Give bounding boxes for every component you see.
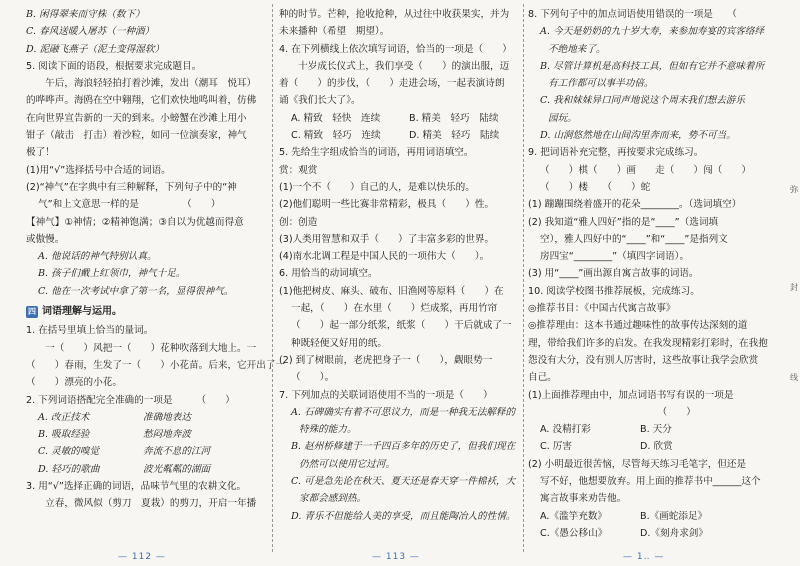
sub-question: (2) 我知道“雅人四好”指的是“____”（选词填 [528,216,719,228]
dictionary-entry: 或傲慢。 [26,233,65,245]
sub-question: (1)一个不（ ）自己的人，是难以快乐的。 [279,181,475,193]
sub-question-cont: 气”和上文意思一样的是 （ ） [38,199,221,211]
question-1: 1. 在括号里填上恰当的量词。 [26,325,154,337]
section-title: 词语理解与运用。 [42,306,122,318]
question-6: 6. 用恰当的动词填空。 [279,268,378,280]
question-2: 2. 下列词语搭配完全准确的一项是 （ ） [26,394,235,406]
q4-option [279,110,521,127]
text-line: 未来播种（希望 期望）。 [279,26,390,38]
binding-mark: 线 [790,373,798,382]
option-b: B. 尽管计算机是高科技工具，但如有它并不意味着所 [540,60,765,72]
section-icon: 四 [28,306,36,316]
q10-2-option: A.《滥竽充数》 B.《画蛇添足》 [540,510,708,522]
question-4: 4. 在下列横线上依次填写词语，恰当的一项是（ ） [279,43,512,55]
book-title: ◎推荐书目：《中国古代寓言故事》 [528,303,676,315]
sub-question: (2)“神气”在字典中有三种解释，下列句子中的“神 [26,181,237,193]
reason-line: 理，带给我们许多的启发。在我发现精彩打彩时，在我抱 [528,337,768,349]
question-5: 5. 阅读下面的语段，根据要求完成题目。 [26,60,202,72]
option-a: A. 石碑确实有着不可思议力，而是一种我无法解释的 [291,406,516,418]
sub-question-cont: （ ）起一部分纸浆，纸浆（ ）干后就成了一 [291,320,512,332]
page-number-left: — 112 — [118,552,166,562]
question-4-line: 十岁成长仪式上，我们享受（ ）的演出服，迈 [279,60,510,72]
sub-question-cont: （ ） [528,406,696,418]
question-5: 5. 先给生字组成恰当的词语，再用词语填空。 [279,147,474,159]
sub-question: (2) 到了树眼前，老虎把身子一（ ），觑眼势一 [279,354,493,366]
question-7: 7. 下列加点的关联词语使用不当的一项是（ ） [279,389,493,401]
q10-1-option: A. 没精打彩 B. 天分 [540,424,672,436]
column-middle [279,6,521,525]
option-c-cont: 家都会感到热。 [299,493,367,505]
reason-line: ◎推荐理由：这本书通过趣味性的故事传达深刻的道 [528,320,748,332]
q10-2-option: C.《愚公移山》 D.《刻舟求剑》 [540,527,708,539]
column-left [26,6,286,513]
sub-question: (1) 蹦蹦围绕着盛开的花朵________。（选词填空） [528,199,742,211]
option-d: D. 青乐不但能给人美的享受，而且能陶冶人的性情。 [291,510,516,522]
page-number-right: — 1‥ — [623,552,665,562]
option-b: B. 赵州桥修建于一千四百多年的历史了，但我们现在 [291,441,516,453]
option-c: C. 我和妹妹异口同声地说这个周末我们想去游乐 [540,95,745,107]
q4-option-item: D. 精美 轻巧 陆续 [409,130,500,142]
sub-question-cont: 寓言故事来劝告他。 [540,493,627,505]
option-a: A. 今天是奶奶的九十岁大寿，来参加寿宴的宾客络绎 [540,26,765,38]
question-9: 9. 把词语补充完整，再按要求完成练习。 [528,147,704,159]
option-d: D. 山涧悠然地在山间沟里奔而来，势不可当。 [540,130,736,142]
q4-option-item: C. 精致 轻巧 连续 [291,130,381,142]
reason-line: 怨没有大分，没有别人厉害时，这些故事让我学会欣赏 [528,354,759,366]
fill-line: （ ）楼 （ ）蛇 [540,181,651,193]
q4-option-item: B. 精美 轻巧 陆续 [409,112,499,124]
sub-question-cont: 空），雅人四好中的“____”和“____”是指列文 [540,233,728,245]
dictionary-entry: 【神气】①神情；②精神饱满；③自以为优越而得意 [26,216,244,228]
sub-question-cont: 一起，（ ）在水里（ ）烂成浆，再用竹帘 [291,303,498,315]
sub-question-cont: 种既轻便又好用的纸。 [291,337,387,349]
option-c-cont: 园玩。 [548,112,577,124]
sub-question: (4)南水北调工程是中国人民的一项伟大（ ）。 [279,251,490,263]
passage-line: 极了！ [26,147,55,159]
column-divider [523,4,524,552]
option-b-cont: 有工作都可以事半功倍。 [548,78,654,90]
sub-question: (3)人类用智慧和双手（ ）了丰富多彩的世界。 [279,233,495,245]
question-1-line: （ ）漂亮的小花。 [26,377,122,389]
question-3: 3. 用“√”选择正确的词语，品味节气里的农耕文化。 [26,481,247,493]
sub-question-cont: 房四宝“________”（填四字词语）。 [540,251,690,263]
question-3-line: 立春，微风似（剪刀 夏栽）的剪刀，开启一年播 [26,498,257,510]
page-number-middle: — 113 — [372,552,420,562]
q10-1-option: C. 厉害 D. 欣赏 [540,441,673,453]
section-heading [26,303,270,320]
sub-question: (3) 用“____”画出源自寓言故事的词语。 [528,268,699,280]
question-10: 10. 阅读学校图书推荐展板，完成练习。 [528,285,700,297]
option-b-cont: 仍然可以使用它过河。 [299,458,395,470]
passage-line: 钳子（敲击 打击）着沙粒，如同一位演奏家，神气 [26,130,247,142]
question-1-line: 一（ ）风把一（ ）花种吹落到大地上。一 [26,342,257,354]
question-4-line: 着（ ）的步伐，（ ）走进会场，一起表演诗朗 [279,78,505,90]
sub-question: (1)用“√”选择括号中合适的词语。 [26,164,171,176]
q2-option: D. 轻巧的歌曲 波光粼粼的湖面 [38,463,211,475]
option-b: B. 孩子们戴上红领巾，神气十足。 [38,268,186,280]
q4-option-item: A. 精致 轻快 连续 [291,112,381,124]
question-8: 8. 下列句子中的加点词语使用错误的一项是 （ [528,9,737,20]
option-a-cont: 不绝地来了。 [548,43,606,55]
text-line: 种的时节。芒种，抢收抢种，从过往中收获果实，并为 [279,9,510,20]
word-line: 赏：观赏 [279,164,395,176]
q2-option: C. 灵敏的嗅觉 奔流不息的江河 [38,446,211,458]
passage-line: 午后，海浪轻轻拍打着沙滩，发出（潮耳 悦耳） [26,78,257,90]
sub-question: (1)上面推荐理由中，加点词语书写有误的一项是 [528,389,734,401]
option-d: D. 泥融飞燕子（泥土变得湿软） [26,43,165,55]
q2-option: A. 改正技术 准确地表达 [38,411,191,423]
option-a: A. 他说话的神气特别认真。 [38,251,157,263]
sub-question-cont: 写不好，他想要放弃。用上面的推荐书中______这个 [540,476,761,488]
sub-question: (2)他们聪明一些比赛非常精彩，极具（ ）性。 [279,199,495,211]
fill-line: （ ）棋（ ）画 走（ ）闯（ ） [540,164,752,176]
q2-option: B. 吸取经验 愁闷地奔波 [38,429,191,441]
q4-options-row [279,127,521,144]
sub-question: (2) 小明最近很苦恼，尽管每天练习毛笔字，但还是 [528,458,747,470]
binding-mark: 封 [790,283,798,292]
option-b: B. 闲得翠来而守株（数下） [26,9,145,20]
sub-question-cont: （ ）。 [291,372,335,384]
column-divider [272,4,273,552]
column-right [528,6,772,542]
option-c: C. 他在一次考试中拿了第一名，显得很神气。 [38,285,234,297]
passage-line: 的哗哗声。海鸥在空中翱翔，它们欢快地鸣叫着，仿佛 [26,95,257,107]
reason-line: 自己。 [528,372,557,384]
question-1-line: （ ）春雨，生发了一（ ）小花苗。后来，它开出了一 [26,359,286,371]
option-c: C. 可是急先论在秋天、夏天还是春天穿一件棉袄，大 [291,476,516,488]
option-c: C. 春风送暖入屠苏（一种酒） [26,26,155,38]
option-a-cont: 特殊的能力。 [299,424,357,436]
binding-mark: 弥 [790,185,798,194]
question-4-line: 诵《我们长大了》。 [279,95,361,107]
passage-line: 在向世界宣告新的一天的到来。小螃蟹在沙滩上用小 [26,112,247,124]
word-line: 创：创造 [279,216,318,228]
sub-question: (1)他把树皮、麻头、破布、旧渔网等原料（ ）在 [279,285,504,297]
